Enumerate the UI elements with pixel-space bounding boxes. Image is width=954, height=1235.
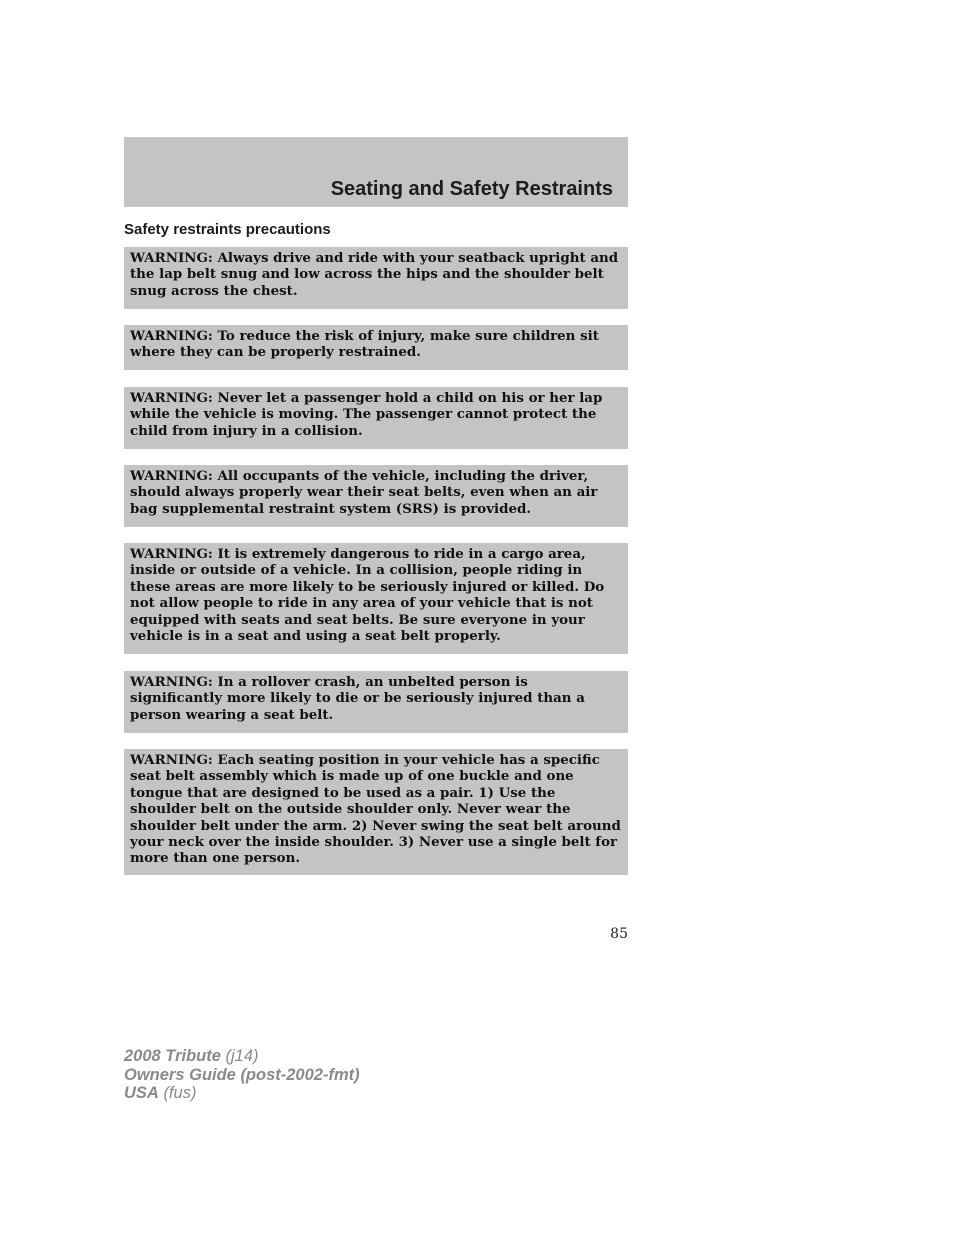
- warning-text: WARNING: Always drive and ride with your seatback upright and the lap belt snug and low across the hips and the shoulder belt snug across the chest.: [130, 250, 619, 299]
- warning-text: WARNING: Each seating position in your vehicle has a specific seat belt assembly which is made up of one buckle and one tongue that are designed to be used as a pair. 1) Use the shoulder belt on the outside shoulder only. Never wear the shoulder belt under the arm. 2) Never swing the seat belt around your neck over the inside shoulder. 3) Never use a single belt for more than one person.: [130, 752, 621, 867]
- warning-box: [124, 543, 628, 654]
- footer-line-model: [124, 1047, 360, 1066]
- warning-box: [124, 671, 628, 733]
- warning-box: [124, 749, 628, 875]
- section-heading: Safety restraints precautions: [124, 221, 331, 238]
- document-footer: [124, 1047, 360, 1103]
- footer-model: 2008 Tribute: [124, 1047, 221, 1065]
- section-header-band: [124, 137, 628, 207]
- warning-box: [124, 465, 628, 527]
- warning-text: WARNING: It is extremely dangerous to ride in a cargo area, inside or outside of a vehicle. In a collision, people riding in these areas are more likely to be seriously injured or killed. Do not allow people to ride in any area of your vehicle that is not equipped with seats and seat belts. Be sure everyone in your vehicle is in a seat and using a seat belt properly.: [130, 546, 605, 645]
- footer-market: USA: [124, 1084, 159, 1102]
- warning-text: WARNING: To reduce the risk of injury, make sure children sit where they can be properly restrained.: [130, 328, 599, 361]
- warning-text: WARNING: Never let a passenger hold a child on his or her lap while the vehicle is moving. The passenger cannot protect the child from injury in a collision.: [130, 390, 603, 439]
- warning-box: [124, 387, 628, 449]
- warning-text: WARNING: In a rollover crash, an unbelted person is significantly more likely to die or be seriously injured than a person wearing a seat belt.: [130, 674, 585, 723]
- footer-model-code: (j14): [225, 1047, 259, 1065]
- footer-guide: Owners Guide (post-2002-fmt): [124, 1065, 360, 1084]
- footer-market-code: (fus): [163, 1084, 197, 1102]
- footer-line-guide: [124, 1066, 360, 1085]
- warning-box: [124, 247, 628, 309]
- warning-text: WARNING: All occupants of the vehicle, including the driver, should always properly wear their seat belts, even when an air bag supplemental restraint system (SRS) is provided.: [130, 468, 598, 517]
- page-number: 85: [610, 926, 628, 942]
- footer-line-market: [124, 1084, 360, 1103]
- page-title: Seating and Safety Restraints: [330, 178, 613, 200]
- warning-box: [124, 325, 628, 370]
